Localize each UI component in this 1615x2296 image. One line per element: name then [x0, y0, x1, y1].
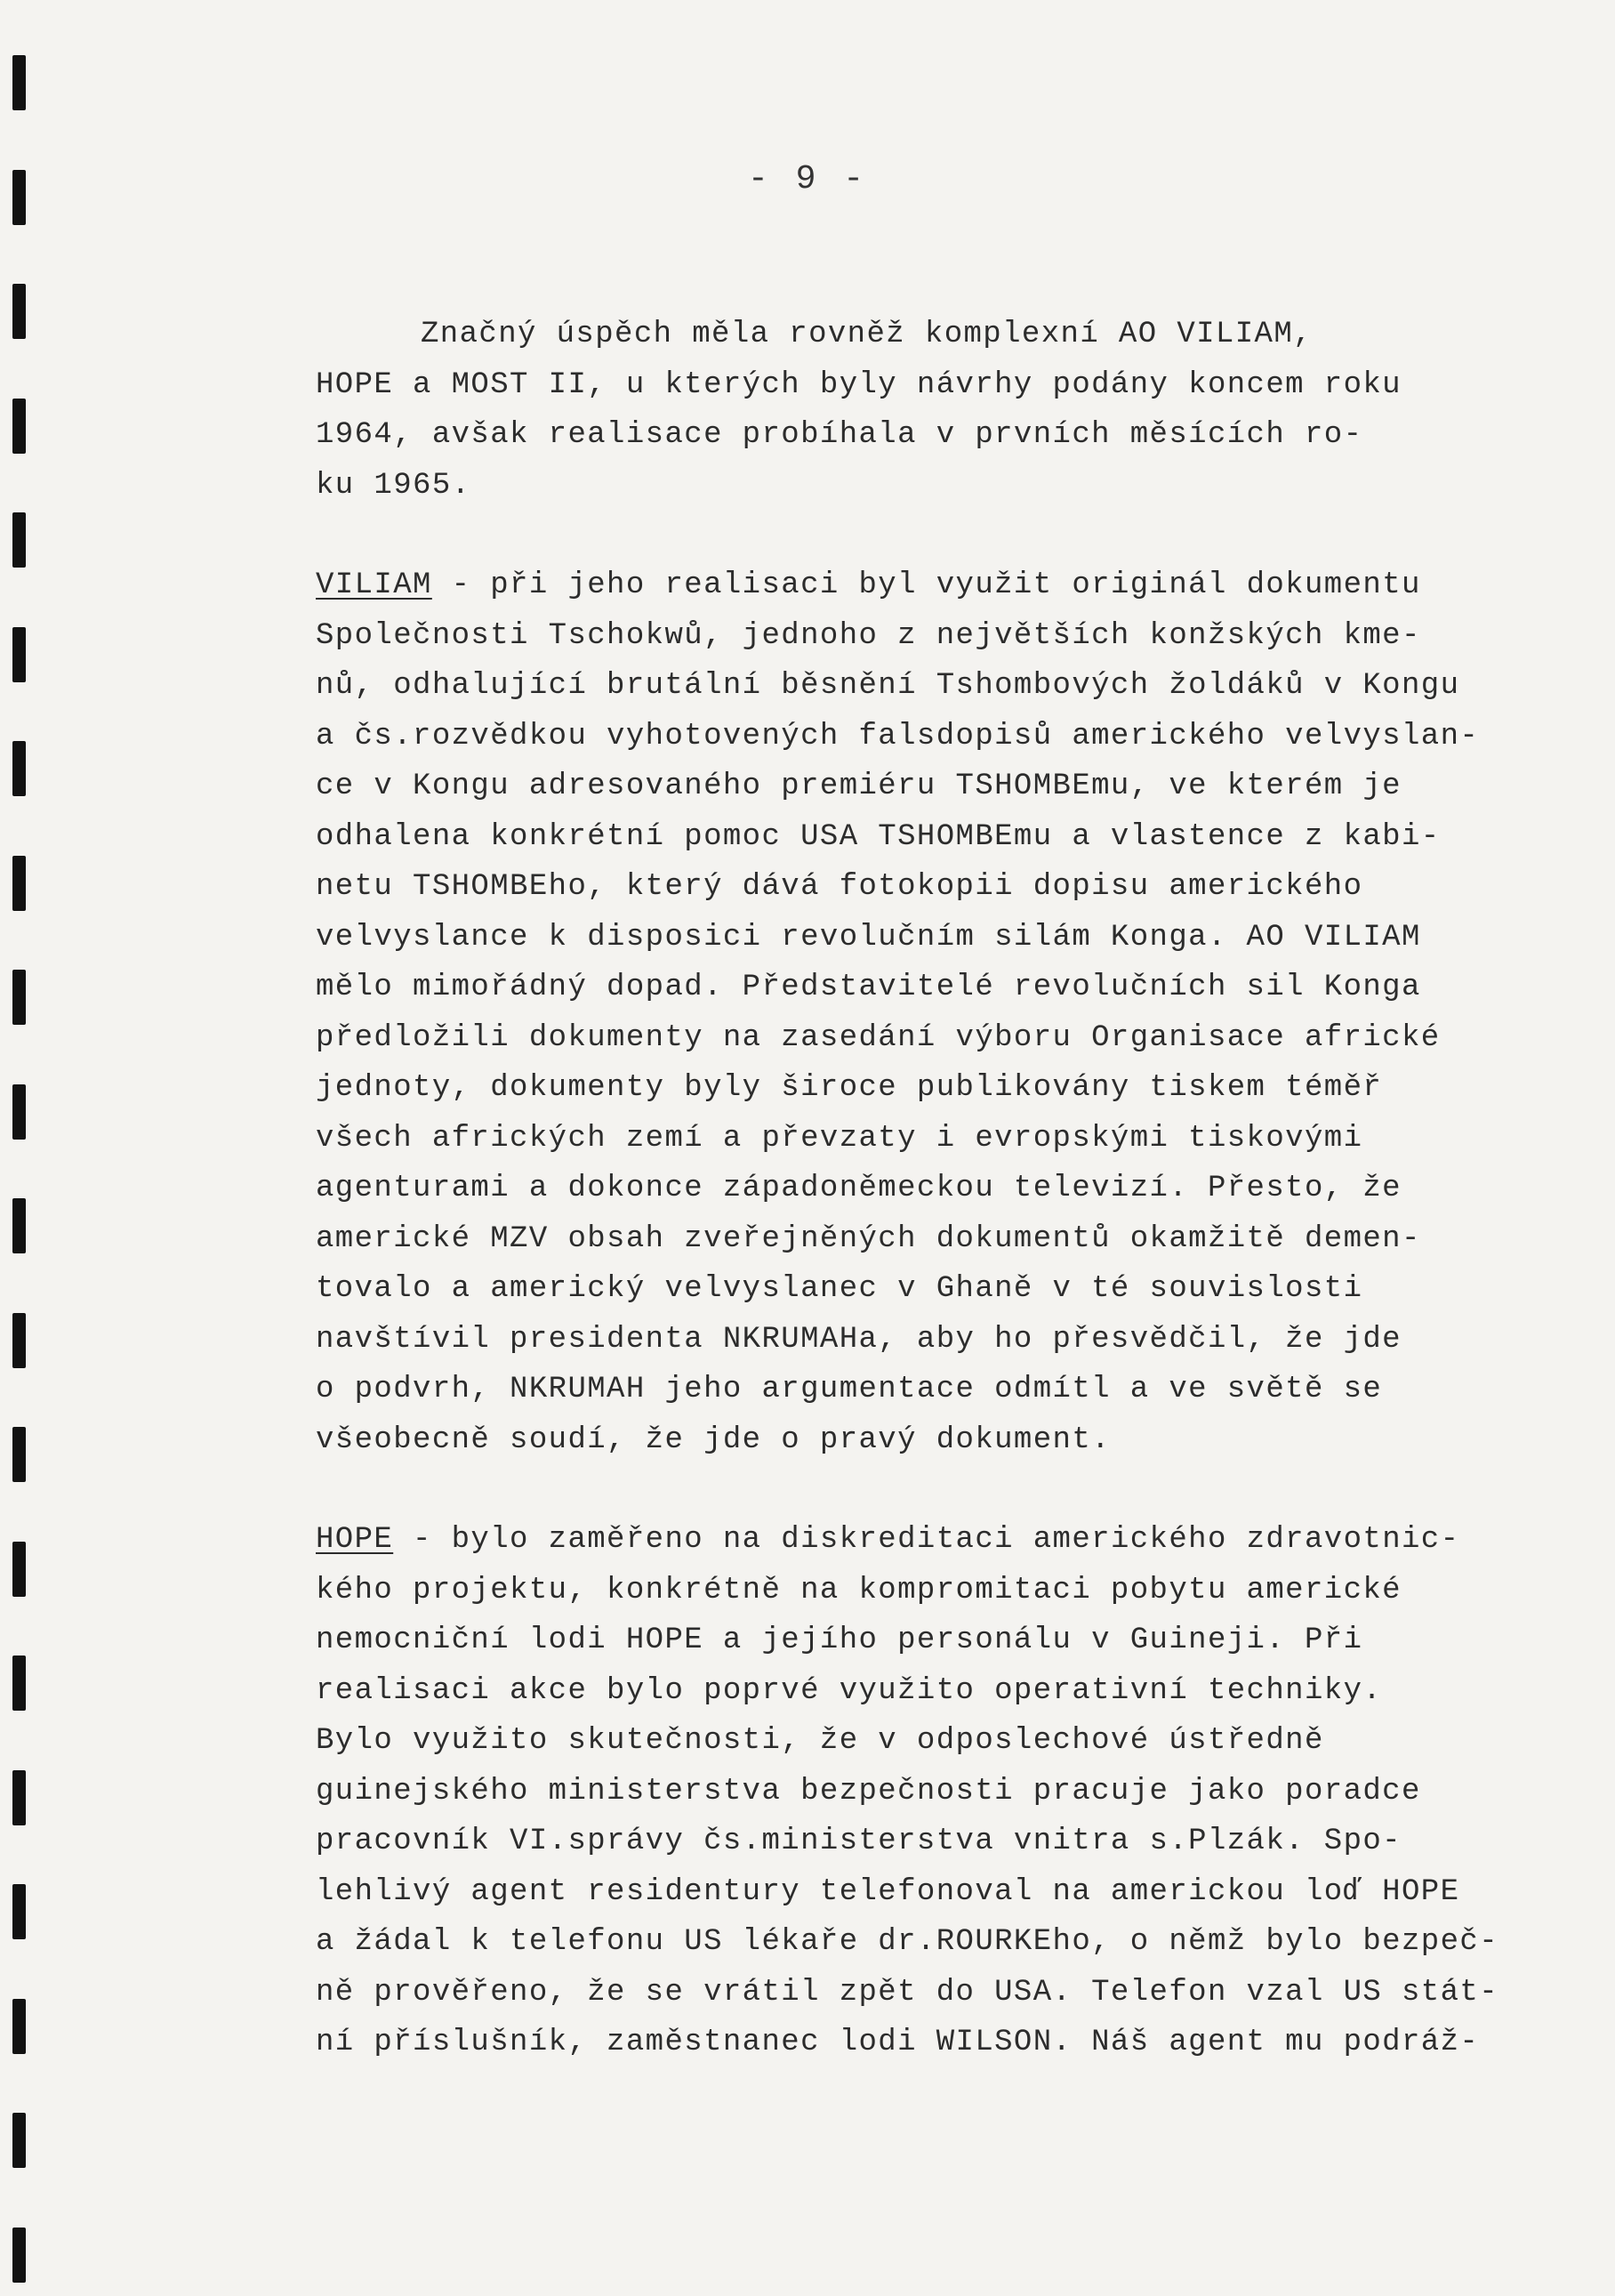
binder-hole	[12, 1313, 26, 1368]
binder-hole	[12, 970, 26, 1025]
binder-hole	[12, 1084, 26, 1140]
text-line: ce v Kongu adresovaného premiéru TSHOMBEmu, ve kterém je	[316, 769, 1402, 803]
text-line: velvyslance k disposici revolučním silám Konga. AO VILIAM	[316, 920, 1421, 955]
binder-hole	[12, 1427, 26, 1482]
binder-hole	[12, 1542, 26, 1597]
text-line: netu TSHOMBEho, který dává fotokopii dopisu amerického	[316, 870, 1363, 904]
text-line: lehlivý agent residentury telefonoval na americkou loď HOPE	[316, 1874, 1460, 1909]
binder-hole	[12, 399, 26, 454]
text-line: předložili dokumenty na zasedání výboru Organisace africké	[316, 1020, 1441, 1055]
text-line: odhalena konkrétní pomoc USA TSHOMBEmu a vlastence z kabi-	[316, 819, 1441, 854]
text-line: a žádal k telefonu US lékaře dr.ROURKEho, o němž bylo bezpeč-	[316, 1925, 1499, 1959]
text-line: kého projektu, konkrétně na kompromitaci pobytu americké	[316, 1573, 1402, 1607]
text-line: a čs.rozvědkou vyhotovených falsdopisů amerického velvyslan-	[316, 719, 1480, 753]
text-line: HOPE a MOST II, u kterých byly návrhy podány koncem roku	[316, 367, 1402, 402]
text-line: všech afrických zemí a převzaty i evropskými tiskovými	[316, 1121, 1363, 1156]
binder-hole	[12, 1656, 26, 1711]
section-heading-viliam: VILIAM	[316, 568, 432, 602]
text-line: pracovník VI.správy čs.ministerstva vnitra s.Plzák. Spo-	[316, 1825, 1402, 1858]
binder-hole	[12, 627, 26, 682]
text-line: americké MZV obsah zveřejněných dokumentů okamžitě demen-	[316, 1221, 1421, 1256]
text-line: realisaci akce bylo poprvé využito operativní techniky.	[316, 1673, 1383, 1708]
text-line: ku 1965.	[316, 468, 471, 503]
text-line: agenturami a dokonce západoněmeckou televizí. Přesto, že	[316, 1172, 1402, 1205]
binder-hole	[12, 55, 26, 110]
text-line: Bylo využito skutečnosti, že v odposlechové ústředně	[316, 1724, 1324, 1758]
text-line: nemocniční lodi HOPE a jejího personálu v Guineji. Při	[316, 1623, 1363, 1657]
text-line: tovalo a americký velvyslanec v Ghaně v té souvislosti	[316, 1272, 1363, 1306]
binder-hole	[12, 284, 26, 339]
text-line: Značný úspěch měla rovněž komplexní AO VILIAM,	[421, 318, 1313, 351]
text-line	[316, 560, 1561, 611]
binder-hole	[12, 741, 26, 796]
binder-holes	[12, 0, 28, 2296]
text-line: nů, odhalující brutální běsnění Tshombových žoldáků v Kongu	[316, 669, 1460, 703]
text-line: mělo mimořádný dopad. Představitelé revolučních sil Konga	[316, 971, 1421, 1004]
binder-hole	[12, 1884, 26, 1939]
text-line	[316, 1515, 1561, 1566]
text-line: ní příslušník, zaměstnanec lodi WILSON. Náš agent mu podráž-	[316, 2026, 1480, 2059]
text-line: všeobecně soudí, že jde o pravý dokument.	[316, 1422, 1111, 1457]
text-line: navštívil presidenta NKRUMAHa, aby ho přesvědčil, že jde	[316, 1322, 1402, 1357]
binder-hole	[12, 1770, 26, 1825]
text-fragment: - bylo zaměřeno na diskreditaci amerického zdravotnic-	[393, 1523, 1460, 1557]
text-line: Společnosti Tschokwů, jednoho z největších konžských kme-	[316, 618, 1421, 653]
page-number: - 9 -	[747, 160, 868, 198]
document-body	[316, 310, 1561, 2068]
text-line: o podvrh, NKRUMAH jeho argumentace odmítl a ve světě se	[316, 1373, 1383, 1406]
paragraph-viliam	[316, 560, 1561, 1465]
text-line: guinejského ministerstva bezpečnosti pracuje jako poradce	[316, 1774, 1421, 1809]
section-heading-hope: HOPE	[316, 1523, 394, 1557]
paragraph-hope	[316, 1515, 1561, 2068]
binder-hole	[12, 2228, 26, 2283]
binder-hole	[12, 1999, 26, 2054]
text-line: jednoty, dokumenty byly široce publikovány tiskem téměř	[316, 1071, 1383, 1105]
binder-hole	[12, 1198, 26, 1253]
text-fragment: - při jeho realisaci byl využit originál dokumentu	[431, 568, 1421, 602]
binder-hole	[12, 512, 26, 568]
text-line: 1964, avšak realisace probíhala v prvních měsících ro-	[316, 418, 1363, 452]
paragraph-intro	[316, 310, 1561, 511]
binder-hole	[12, 2113, 26, 2168]
text-line: ně prověřeno, že se vrátil zpět do USA. Telefon vzal US stát-	[316, 1975, 1499, 2010]
binder-hole	[12, 856, 26, 911]
